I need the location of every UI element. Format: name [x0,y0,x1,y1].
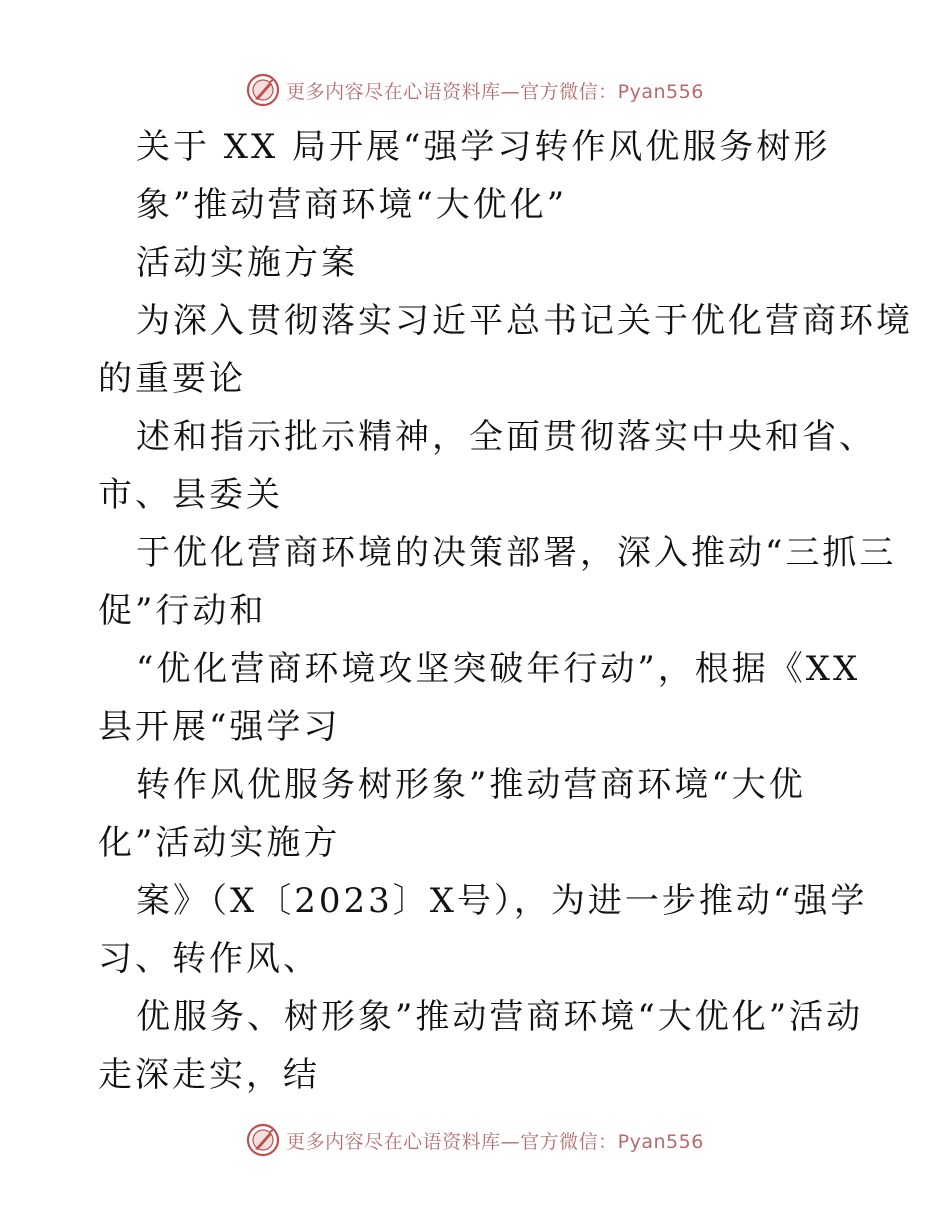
doc-title-line-2: 象”推动营商环境“大优化” [136,185,568,225]
paragraph-line: 述和指示批示精神，全面贯彻落实中央和省、 [136,417,876,457]
paragraph-line: 于优化营商环境的决策部署，深入推动“三抓三 [136,533,897,573]
paragraph-line: 县开展“强学习 [98,707,341,747]
paragraph-line: 习、转作风、 [98,939,320,979]
paragraph-line: 走深走实，结 [98,1055,320,1095]
paragraph-line: 化”活动实施方 [98,823,341,863]
footer-watermark [0,1120,950,1160]
paragraph-line: 案》（X〔2023〕X号），为进一步推动“强学 [136,881,868,921]
paragraph-line: 为深入贯彻落实习近平总书记关于优化营商环境 [136,301,913,341]
watermark-text: 更多内容尽在心语资料库—官方微信：Pyan556 [286,1130,704,1153]
paragraph-line: 优服务、树形象”推动营商环境“大优化”活动 [136,997,864,1037]
watermark-text: 更多内容尽在心语资料库—官方微信：Pyan556 [286,80,704,103]
paragraph-line: 促”行动和 [98,591,267,631]
quill-logo-icon [246,1123,280,1157]
paragraph-line: “优化营商环境攻坚突破年行动”，根据《XX [136,649,861,689]
quill-logo-icon [246,73,280,107]
paragraph-line: 的重要论 [98,359,246,399]
paragraph-line: 市、县委关 [98,475,283,515]
paragraph-line: 转作风优服务树形象”推动营商环境“大优 [136,765,806,805]
doc-title-line-1: 关于 XX 局开展“强学习转作风优服务树形 [136,127,831,167]
doc-title-line-3: 活动实施方案 [136,243,358,283]
header-watermark [0,70,950,110]
